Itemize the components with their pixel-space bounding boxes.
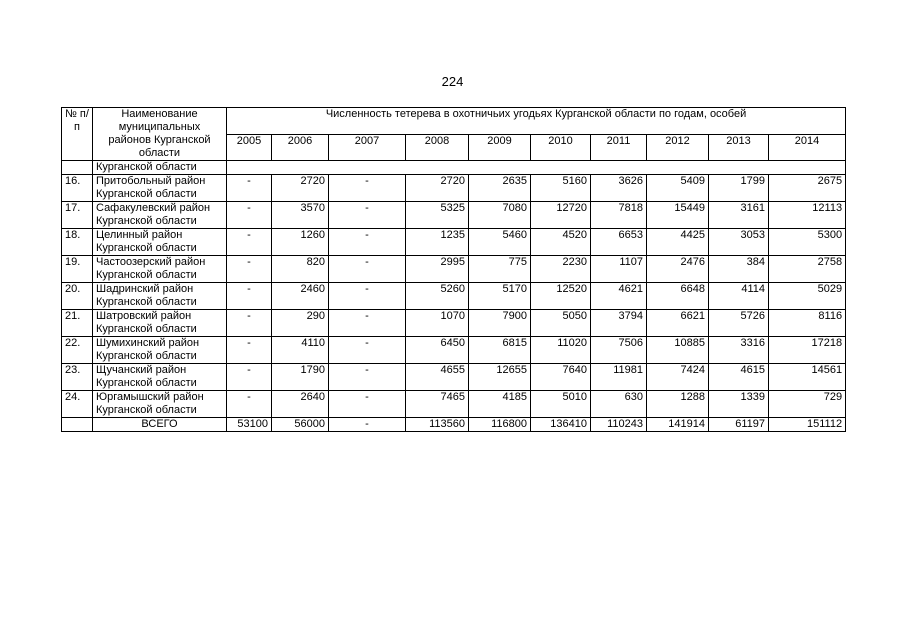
value-cell-2008: 1235	[406, 229, 469, 256]
value-cell-2006: 2640	[272, 391, 329, 418]
continuation-row	[62, 161, 846, 175]
value-cell-2014: 14561	[769, 364, 846, 391]
header-year-2007: 2007	[329, 134, 406, 161]
value-cell-2012: 1288	[647, 391, 709, 418]
row-number: 18.	[62, 229, 93, 256]
value-cell-2005: -	[227, 175, 272, 202]
header-year-2014: 2014	[769, 134, 846, 161]
value-cell-2006: 1790	[272, 364, 329, 391]
header-year-2010: 2010	[531, 134, 591, 161]
value-cell-2011: 6653	[591, 229, 647, 256]
header-year-2008: 2008	[406, 134, 469, 161]
table-row	[62, 202, 846, 229]
value-cell-2010: 11020	[531, 337, 591, 364]
value-cell-2007: -	[329, 310, 406, 337]
value-cell-2010: 7640	[531, 364, 591, 391]
value-cell-2008: 4655	[406, 364, 469, 391]
value-cell-2012: 2476	[647, 256, 709, 283]
value-cell-2008: 6450	[406, 337, 469, 364]
value-cell-2005: -	[227, 391, 272, 418]
value-cell-2006: 2720	[272, 175, 329, 202]
value-cell-2006: 4110	[272, 337, 329, 364]
value-cell-2008: 2720	[406, 175, 469, 202]
value-cell-2013: 4114	[709, 283, 769, 310]
table-body	[62, 161, 846, 432]
value-cell-2013: 4615	[709, 364, 769, 391]
value-cell-2005: -	[227, 283, 272, 310]
value-cell-2009: 6815	[469, 337, 531, 364]
row-number: 22.	[62, 337, 93, 364]
table-row	[62, 256, 846, 283]
header-year-2013: 2013	[709, 134, 769, 161]
value-cell-2014: 2758	[769, 256, 846, 283]
value-cell-2010: 5160	[531, 175, 591, 202]
total-value-2007: -	[329, 418, 406, 432]
value-cell-2012: 4425	[647, 229, 709, 256]
header-year-2012: 2012	[647, 134, 709, 161]
value-cell-2012: 7424	[647, 364, 709, 391]
header-year-2011: 2011	[591, 134, 647, 161]
value-cell-2005: -	[227, 256, 272, 283]
total-value-2011: 110243	[591, 418, 647, 432]
value-cell-2011: 1107	[591, 256, 647, 283]
value-cell-2005: -	[227, 310, 272, 337]
value-cell-2012: 6621	[647, 310, 709, 337]
value-cell-2013: 1339	[709, 391, 769, 418]
value-cell-2009: 7080	[469, 202, 531, 229]
value-cell-2014: 729	[769, 391, 846, 418]
district-name: Притобольный район Курганской области	[93, 175, 227, 202]
district-name: Юргамышский район Курганской области	[93, 391, 227, 418]
district-name: Шумихинский район Курганской области	[93, 337, 227, 364]
value-cell-2012: 5409	[647, 175, 709, 202]
value-cell-2007: -	[329, 283, 406, 310]
value-cell-2013: 3316	[709, 337, 769, 364]
value-cell-2014: 12113	[769, 202, 846, 229]
value-cell-2008: 5260	[406, 283, 469, 310]
value-cell-2012: 15449	[647, 202, 709, 229]
value-cell-2007: -	[329, 202, 406, 229]
value-cell-2007: -	[329, 391, 406, 418]
total-value-2014: 151112	[769, 418, 846, 432]
value-cell-2012: 10885	[647, 337, 709, 364]
value-cell-2009: 2635	[469, 175, 531, 202]
district-name: Частоозерский район Курганской области	[93, 256, 227, 283]
row-number: 16.	[62, 175, 93, 202]
value-cell-2007: -	[329, 337, 406, 364]
value-cell-2011: 11981	[591, 364, 647, 391]
header-district-name: Наименование муниципальных районов Курганской области	[93, 108, 227, 161]
value-cell-2009: 5170	[469, 283, 531, 310]
value-cell-2008: 7465	[406, 391, 469, 418]
value-cell-2008: 2995	[406, 256, 469, 283]
total-row	[62, 418, 846, 432]
row-number: 24.	[62, 391, 93, 418]
table-row	[62, 310, 846, 337]
district-name: Щучанский район Курганской области	[93, 364, 227, 391]
row-number: 19.	[62, 256, 93, 283]
value-cell-2008: 1070	[406, 310, 469, 337]
value-cell-2014: 8116	[769, 310, 846, 337]
value-cell-2007: -	[329, 175, 406, 202]
total-value-2010: 136410	[531, 418, 591, 432]
district-name: Целинный район Курганской области	[93, 229, 227, 256]
value-cell-2013: 384	[709, 256, 769, 283]
value-cell-2011: 4621	[591, 283, 647, 310]
header-year-2005: 2005	[227, 134, 272, 161]
table-row	[62, 337, 846, 364]
total-value-2012: 141914	[647, 418, 709, 432]
value-cell-2006: 3570	[272, 202, 329, 229]
table-row	[62, 364, 846, 391]
value-cell-2009: 4185	[469, 391, 531, 418]
value-cell-2006: 1260	[272, 229, 329, 256]
value-cell-2007: -	[329, 229, 406, 256]
value-cell-2011: 7506	[591, 337, 647, 364]
total-value-2008: 113560	[406, 418, 469, 432]
value-cell-2009: 7900	[469, 310, 531, 337]
value-cell-2010: 5010	[531, 391, 591, 418]
continuation-num-cell	[62, 161, 93, 175]
table-row	[62, 283, 846, 310]
value-cell-2006: 820	[272, 256, 329, 283]
value-cell-2005: -	[227, 364, 272, 391]
grouse-population-table	[61, 107, 846, 432]
header-row-1	[62, 108, 846, 135]
value-cell-2013: 3161	[709, 202, 769, 229]
table-row	[62, 175, 846, 202]
value-cell-2005: -	[227, 202, 272, 229]
total-value-2013: 61197	[709, 418, 769, 432]
row-number: 23.	[62, 364, 93, 391]
value-cell-2014: 2675	[769, 175, 846, 202]
value-cell-2006: 290	[272, 310, 329, 337]
value-cell-2014: 5300	[769, 229, 846, 256]
continuation-name-cell: Курганской области	[93, 161, 227, 175]
total-value-2005: 53100	[227, 418, 272, 432]
page-number: 224	[441, 74, 464, 89]
continuation-values-cell	[227, 161, 846, 175]
value-cell-2010: 12520	[531, 283, 591, 310]
value-cell-2009: 775	[469, 256, 531, 283]
value-cell-2011: 3794	[591, 310, 647, 337]
row-number: 20.	[62, 283, 93, 310]
value-cell-2010: 12720	[531, 202, 591, 229]
district-name: Сафакулевский район Курганской области	[93, 202, 227, 229]
value-cell-2012: 6648	[647, 283, 709, 310]
value-cell-2008: 5325	[406, 202, 469, 229]
value-cell-2005: -	[227, 229, 272, 256]
value-cell-2013: 5726	[709, 310, 769, 337]
row-number: 21.	[62, 310, 93, 337]
table-row	[62, 229, 846, 256]
row-number: 17.	[62, 202, 93, 229]
value-cell-2007: -	[329, 364, 406, 391]
total-value-2006: 56000	[272, 418, 329, 432]
header-num: № п/п	[62, 108, 93, 161]
value-cell-2010: 5050	[531, 310, 591, 337]
total-num-cell	[62, 418, 93, 432]
value-cell-2006: 2460	[272, 283, 329, 310]
header-group-title: Численность тетерева в охотничьих угодьях Курганской области по годам, особей	[227, 108, 846, 135]
value-cell-2013: 1799	[709, 175, 769, 202]
value-cell-2007: -	[329, 256, 406, 283]
value-cell-2013: 3053	[709, 229, 769, 256]
header-year-2009: 2009	[469, 134, 531, 161]
value-cell-2010: 4520	[531, 229, 591, 256]
district-name: Шатровский район Курганской области	[93, 310, 227, 337]
value-cell-2009: 5460	[469, 229, 531, 256]
header-year-2006: 2006	[272, 134, 329, 161]
value-cell-2005: -	[227, 337, 272, 364]
district-name: Шадринский район Курганской области	[93, 283, 227, 310]
value-cell-2014: 17218	[769, 337, 846, 364]
total-label: ВСЕГО	[93, 418, 227, 432]
value-cell-2009: 12655	[469, 364, 531, 391]
total-value-2009: 116800	[469, 418, 531, 432]
value-cell-2010: 2230	[531, 256, 591, 283]
table-row	[62, 391, 846, 418]
value-cell-2011: 3626	[591, 175, 647, 202]
value-cell-2011: 630	[591, 391, 647, 418]
value-cell-2014: 5029	[769, 283, 846, 310]
value-cell-2011: 7818	[591, 202, 647, 229]
